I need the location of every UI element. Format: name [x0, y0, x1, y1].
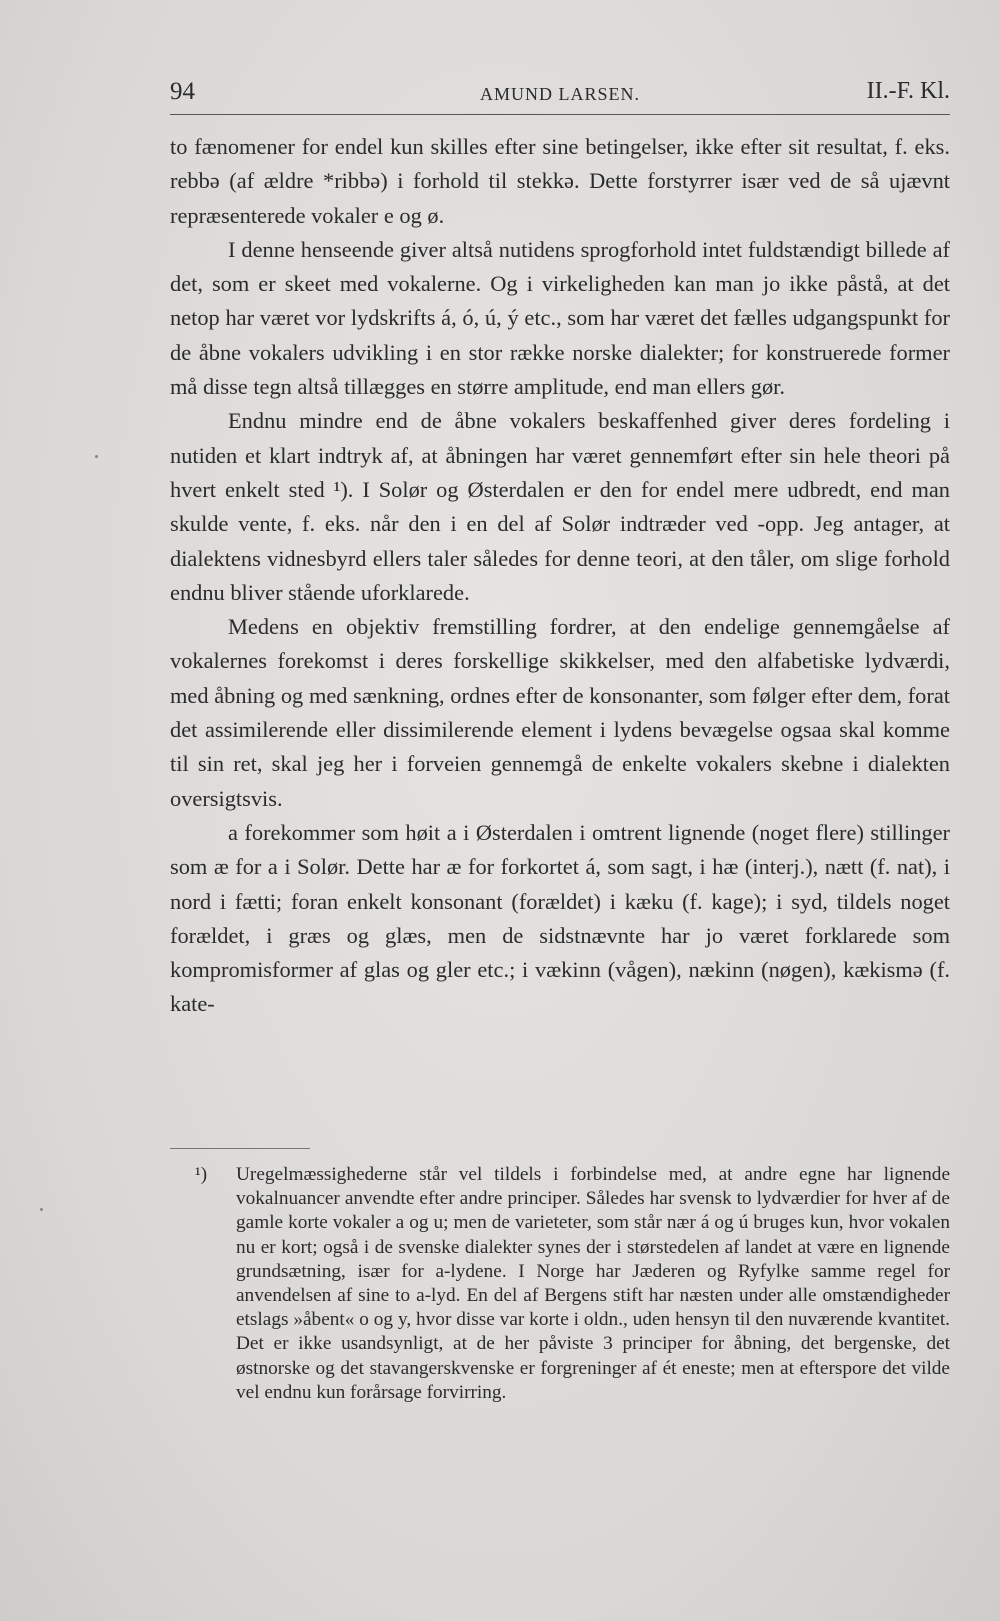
section-label: II.-F. Kl. [866, 78, 950, 104]
footnote-rule [170, 1148, 310, 1149]
paragraph-5: a forekommer som høit a i Østerdalen i omtrent lignende (noget flere) stillinger som æ for a i Solør. Dette har æ for forkortet á, som sagt, i hæ (interj.), nætt (f. nat), i nord i fætti; foran enkelt konsonant (forældet) i kæku (f. kage); i syd, tildels noget forældet, i græs og glæs, men de sidstnævnte har jo været forklarede som kompromisformer af glas og gler etc.; i vækinn (vågen), nækinn (nøgen), kækismə (f. kate- [170, 819, 950, 1017]
footnote [195, 1163, 950, 1405]
running-title: AMUND LARSEN. [479, 84, 640, 104]
page-speck [95, 455, 98, 458]
body-text [170, 130, 950, 1022]
footnote-mark: ¹) [195, 1164, 208, 1185]
page-number: 94 [170, 78, 195, 105]
page-header [170, 74, 950, 115]
page-speck [40, 1208, 43, 1211]
paragraph-3: Endnu mindre end de åbne vokalers beskaffenhed giver deres fordeling i nutiden et klart indtryk af, at åbningen har været gennemført efter sin hele theori på hvert enkelt sted ¹). I Solør og Østerdalen er den for endel mere udbredt, end man skulde vente, f. eks. når den i en del af Solør indtræder ved -opp. Jeg antager, at dialektens vidnesbyrd ellers taler således for denne teori, at den tåler, om slige forhold endnu bliver stående uforklarede. [170, 408, 950, 605]
paragraph-4: Medens en objektiv fremstilling fordrer, at den endelige gennemgåelse af vokalernes forekomst i deres forskellige skikkelser, med den alfabetiske lydværdi, med åbning og med sænkning, ordnes efter de konsonanter, som følger efter dem, forat det assimilerende eller dissimilerende element i lydens bevægelse ogsaa skal komme til sin ret, skal jeg her i forveien gennemgå de enkelte vokalers skebne i dialekten oversigtsvis. [170, 614, 950, 811]
footnote-text: Uregelmæssighederne står vel tildels i forbindelse med, at andre egne har lignende vokalnuancer anvendte efter andre principer. Således har svensk to lydværdier for hver af de gamle korte vokaler a og u; men de varieteter, som står nær á og ú bruges kun, hvor vokalen nu er kort; også i de svenske dialekter synes der i størstedelen af landet at være en lignende grundsætning, især for a-lydene. I Norge har Jæderen og Ryfylke samme regel for anvendelsen af sine to a-lyd. En del af Bergens stift har næsten under alle omstændigheder etslags »åbent« o og y, hvor disse var korte i oldn., uden hensyn til den nuværende kvantitet. Det er ikke usandsynligt, at de her påviste 3 principer for åbning, det bergenske, det østnorske og det stavangerskvenske er forgreninger af ét eneste; men at efterspore det vilde vel endnu kun forårsage forvirring. [236, 1164, 950, 1403]
paragraph-2: I denne henseende giver altså nutidens sprogforhold intet fuldstændigt billede af det, som er skeet med vokalerne. Og i virkeligheden kan man jo ikke påstå, at det netop har været vor lydskrifts á, ó, ú, ý etc., som har været det fælles udgangspunkt for de åbne vokalers udvikling i en stor række norske dialekter; for konstruerede former må disse tegn altså tillægges en større amplitude, end man ellers gør. [170, 236, 950, 400]
paragraph-1: to fænomener for endel kun skilles efter sine betingelser, ikke efter sit resultat, f. eks. rebbə (af ældre *ribbə) i forhold til stekkə. Dette forstyrrer især ved de så ujævnt repræsenterede vokaler e og ø. [170, 134, 950, 228]
